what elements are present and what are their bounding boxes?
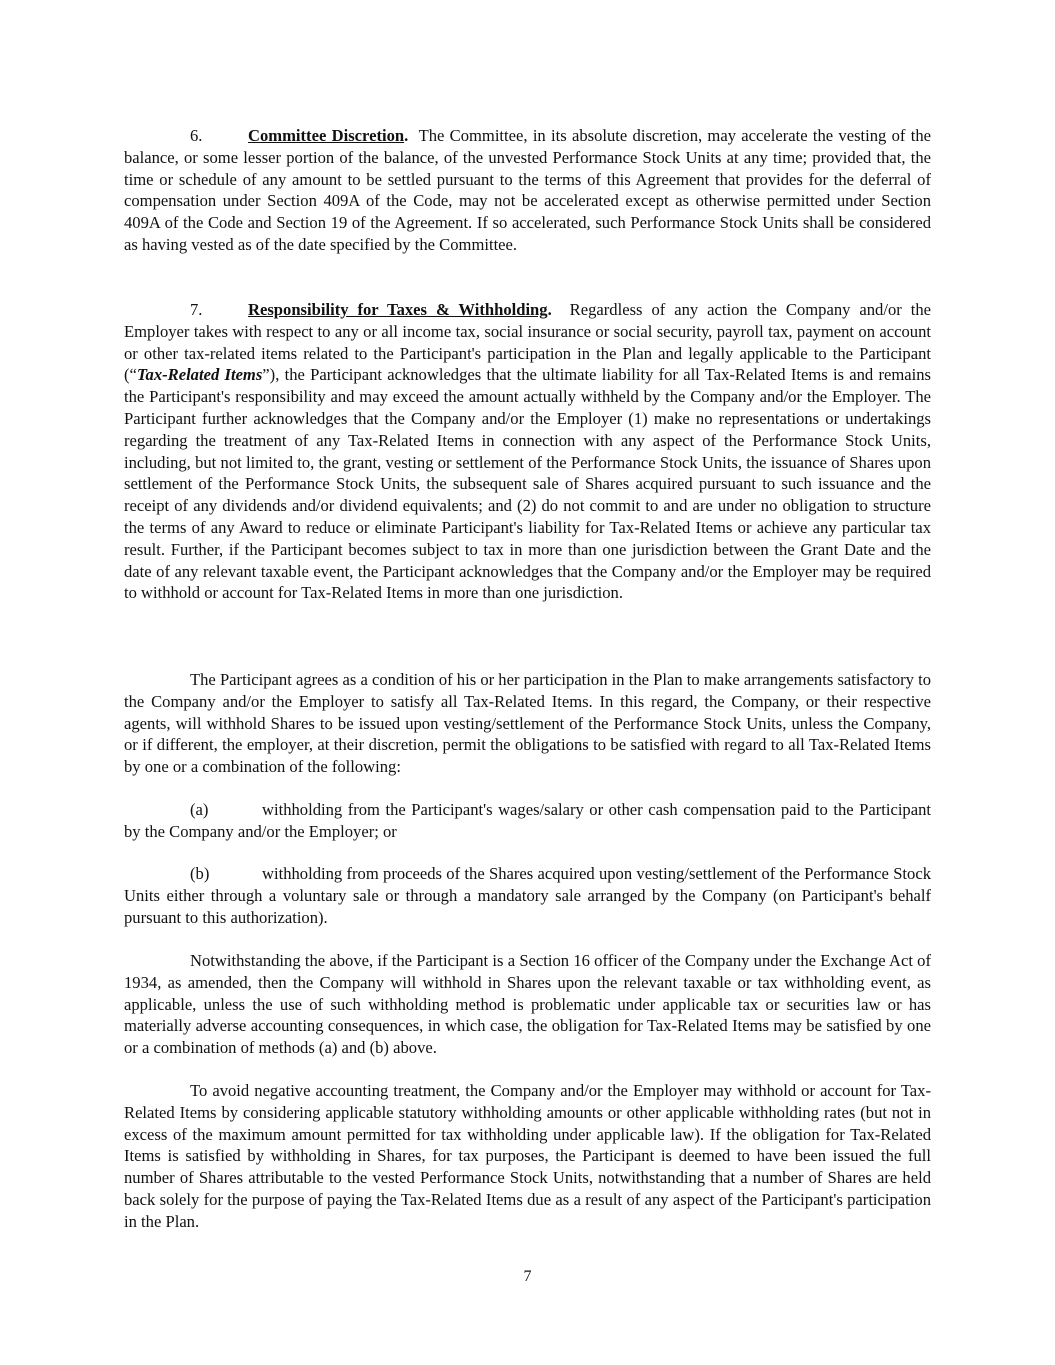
title-period: . [547,300,552,319]
subitem-a [124,799,931,843]
subitem-text: withholding from the Participant's wages/salary or other cash compensation paid to the Participant by the Company and/or the Employer; or [124,800,931,841]
subitem-b [124,863,931,928]
paragraph-text: Notwithstanding the above, if the Participant is a Section 16 officer of the Company under the Exchange Act of 1934, as amended, then the Company will withhold in Shares upon the relevant taxable or tax withholding event, as applicable, unless the use of such withholding method is problematic under applicable tax or securities law or has materially adverse accounting consequences, in which case, the obligation for Tax-Related Items may be satisfied by one or a combination of methods (a) and (b) above. [124,951,931,1058]
paragraph-agrees [124,669,931,778]
section-6-paragraph [124,125,931,256]
section-body: The Committee, in its absolute discretion, may accelerate the vesting of the balance, or some lesser portion of the balance, of the unvested Performance Stock Units at any time; provided that, the time or schedule of any amount to be settled pursuant to the terms of this Agreement that provides for the deferral of compensation under Section 409A of the Code, may not be accelerated except as otherwise permitted under Section 409A of the Code and Section 19 of the Agreement. If so accelerated, such Performance Stock Units shall be considered as having vested as of the date specified by the Committee. [124,126,932,254]
paragraph-text: To avoid negative accounting treatment, the Company and/or the Employer may withhold or account for Tax-Related Items by considering applicable statutory withholding amounts or other applicable withholding rates (but not in excess of the maximum amount permitted for tax withholding under applicable law). If the obligation for Tax-Related Items is satisfied by withholding in Shares, for tax purposes, the Participant is deemed to have been issued the full number of Shares attributable to the vested Performance Stock Units, notwithstanding that a number of Shares are held back solely for the purpose of paying the Tax-Related Items due as a result of any aspect of the Participant's participation in the Plan. [124,1081,931,1231]
section-number: 6. [190,126,203,145]
title-period: . [404,126,409,145]
section-title: Committee Discretion [248,126,405,145]
subitem-label: (a) [190,800,209,819]
paragraph-text: The Participant agrees as a condition of his or her participation in the Plan to make arrangements satisfactory to the Company and/or the Employer to satisfy all Tax-Related Items. In this regard, the Company, or their respective agents, will withhold Shares to be issued upon vesting/settlement of the Performance Stock Units, unless the Company, or if different, the employer, at their discretion, permit the obligations to be satisfied with regard to all Tax-Related Items by one or a combination of the following: [124,670,931,777]
page-number: 7 [523,1268,532,1285]
subitem-text: withholding from proceeds of the Shares acquired upon vesting/settlement of the Performance Stock Units either through a voluntary sale or through a mandatory sale arranged by the Company (on Participant's behalf pursuant to this authorization). [124,864,931,927]
section-title: Responsibility for Taxes & Withholding [248,300,548,319]
section-body-start: Regardless of any action the Company and/or the Employer takes with respect to any or all income tax, social insurance or social security, payroll tax, payment on account or other tax-related items related to the Participant's participation in the Plan and legally applicable to the Participant (“ [124,300,931,385]
paragraph-avoid [124,1080,931,1233]
section-number: 7. [190,300,203,319]
defined-term: Tax-Related Items [136,365,263,385]
section-7-paragraph [124,299,931,604]
subitem-label: (b) [190,864,210,883]
paragraph-notwithstanding [124,950,931,1059]
section-body-end: ”), the Participant acknowledges that the ultimate liability for all Tax-Related Items is and remains the Participant's responsibility and may exceed the amount actually withheld by the Company and/or the Employer. The Participant further acknowledges that the Company and/or the Employer (1) make no representations or undertakings regarding the treatment of any Tax-Related Items in connection with any aspect of the Performance Stock Units, including, but not limited to, the grant, vesting or settlement of the Performance Stock Units, the issuance of Shares upon settlement of the Performance Stock Units, the subsequent sale of Shares acquired pursuant to such issuance and the receipt of any dividends and/or dividend equivalents; and (2) do not commit to and are under no obligation to structure the terms of any Award to reduce or eliminate Participant's liability for Tax-Related Items or achieve any particular tax result. Further, if the Participant becomes subject to tax in more than one jurisdiction between the Grant Date and the date of any relevant taxable event, the Participant acknowledges that the Company and/or the Employer may be required to withhold or account for Tax-Related Items in more than one jurisdiction. [124,365,931,603]
